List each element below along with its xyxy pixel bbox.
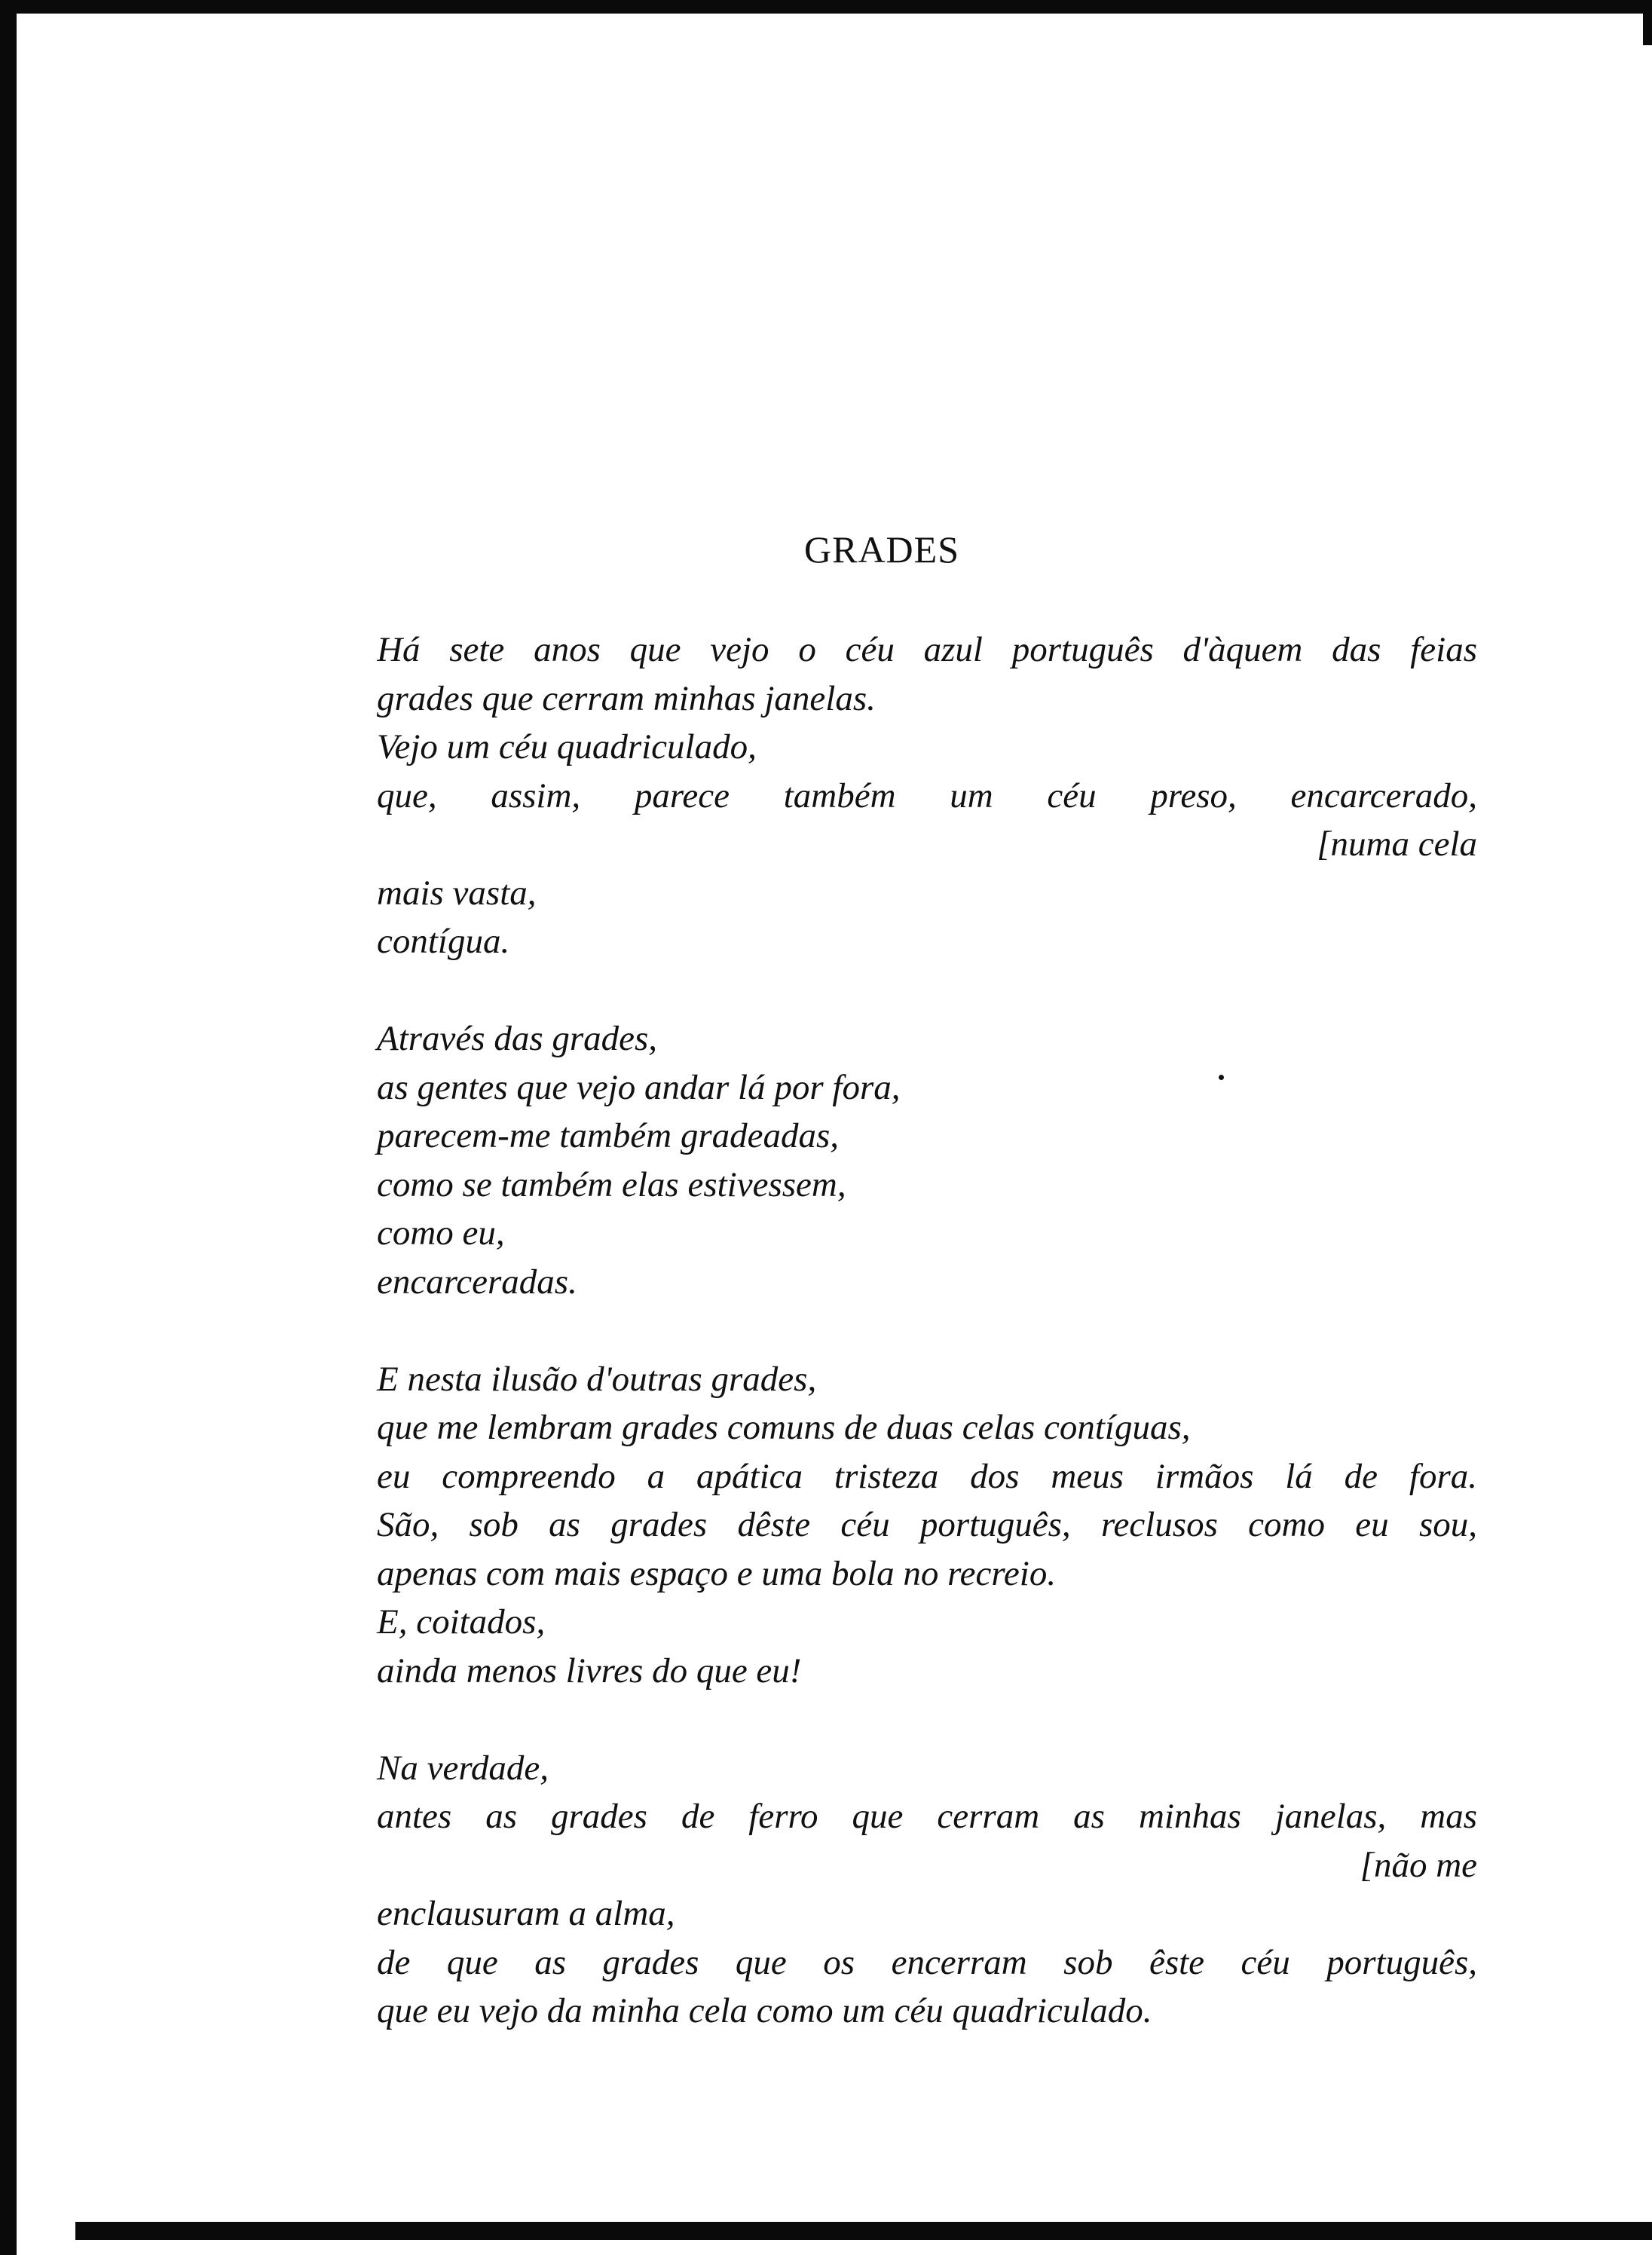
scan-edge-right	[1643, 0, 1652, 45]
poem-line: grades que cerram minhas janelas.	[377, 678, 876, 718]
poem-line: E, coitados,	[377, 1602, 546, 1642]
scan-border-bottom	[75, 2222, 1652, 2240]
poem-line: Através das grades,	[377, 1019, 658, 1058]
poem-line: E nesta ilusão d'outras grades,	[377, 1359, 817, 1399]
poem-line: como se também elas estivessem,	[377, 1164, 846, 1204]
poem-line: de que as grades que os encerram sob êste céu português,	[377, 1942, 1477, 1982]
poem-line: enclausuram a alma,	[377, 1894, 675, 1933]
poem-line: que, assim, parece também um céu preso, encarcerado,	[377, 776, 1477, 815]
poem-line: parecem-me também gradeadas,	[377, 1116, 840, 1155]
poem-line: como eu,	[377, 1213, 505, 1253]
poem-line: mais vasta,	[377, 873, 537, 913]
poem-line: eu compreendo a apática tristeza dos meus irmãos lá de fora.	[377, 1456, 1477, 1496]
poem-line: encarceradas.	[377, 1262, 577, 1302]
poem-line: São, sob as grades dêste céu português, reclusos como eu sou,	[377, 1505, 1477, 1544]
poem-line: que me lembram grades comuns de duas celas contíguas,	[377, 1408, 1191, 1447]
poem-line: Vejo um céu quadriculado,	[377, 727, 757, 766]
stanza-break	[377, 966, 1477, 1015]
poem-line: Há sete anos que vejo o céu azul português d'àquem das feias	[377, 630, 1477, 669]
poem-line: ainda menos livres do que eu!	[377, 1651, 802, 1690]
poem-title: GRADES	[803, 528, 960, 571]
scan-border-left	[0, 0, 17, 2255]
poem-line: que eu vejo da minha cela como um céu quadriculado.	[377, 1991, 1152, 2030]
stanza-break	[377, 1306, 1477, 1355]
ink-speck	[1219, 1075, 1224, 1080]
poem-line: Na verdade,	[377, 1748, 549, 1788]
stanza-break	[377, 1695, 1477, 1744]
poem-body	[377, 626, 1477, 2036]
poem-line: contígua.	[377, 922, 510, 961]
scan-border-top	[0, 0, 1652, 14]
poem-line: as gentes que vejo andar lá por fora,	[377, 1067, 901, 1107]
poem-line: antes as grades de ferro que cerram as minhas janelas, mas	[377, 1797, 1477, 1836]
poem-line-continuation: [numa cela	[1317, 825, 1477, 864]
poem-line: apenas com mais espaço e uma bola no recreio.	[377, 1553, 1057, 1593]
poem-line-continuation: [não me	[1360, 1845, 1477, 1885]
